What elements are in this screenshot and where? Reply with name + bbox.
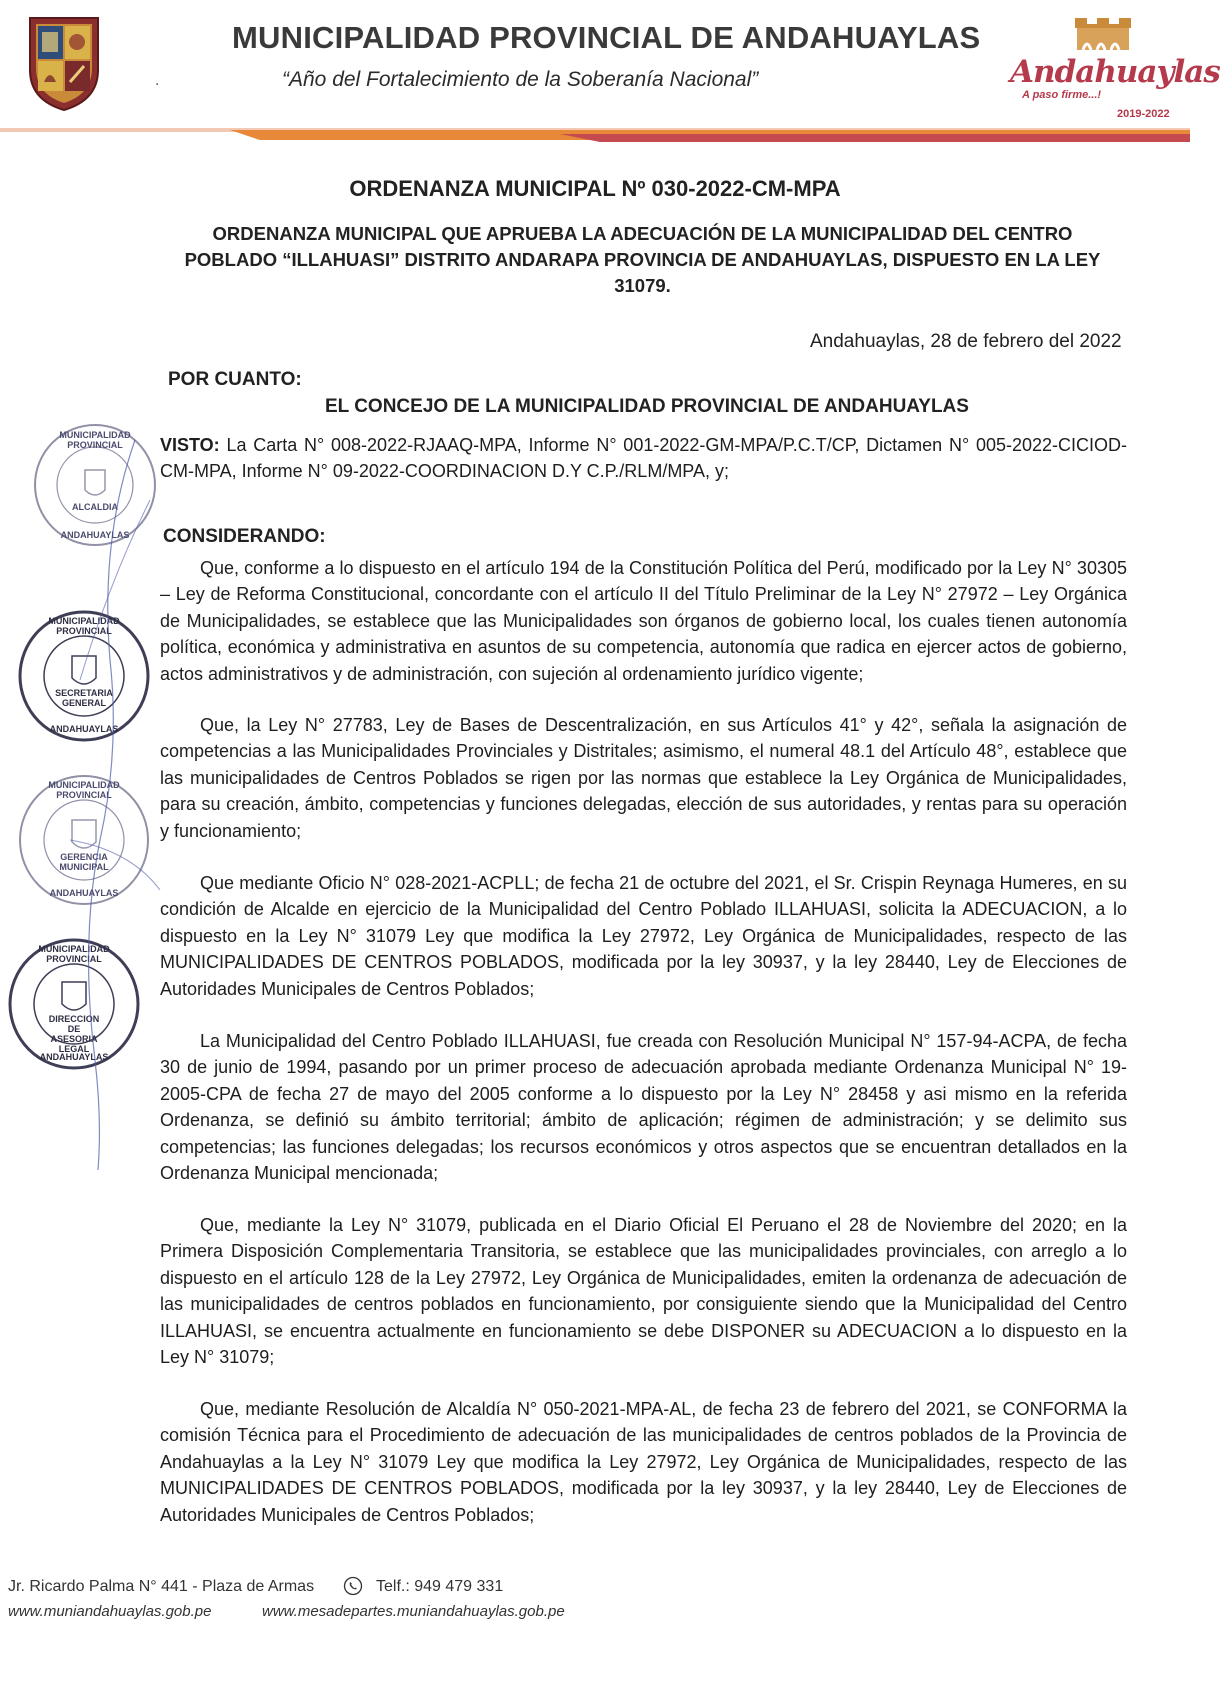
stamp-secretaria-top: MUNICIPALIDAD PROVINCIAL — [48, 616, 120, 636]
visto-text: La Carta N° 008-2022-RJAAQ-MPA, Informe N° 001-2022-GM-MPA/P.C.T/CP, Dictamen N° 005-2022-CICIOD-CM-MPA, Informe N° 09-2022-COORDINACION D.Y C.P./RLM/MPA, y; — [160, 435, 1127, 482]
paragraph-2: Que, la Ley N° 27783, Ley de Bases de Descentralización, en sus Artículos 41° y 42°, señala la asignación de competencias a las Municipalidades Provinciales y Distritales; asimismo, el numeral 48.1 del Artículo 48°, establece que las municipalidades de Centros Poblados se rigen por las normas que establece la Ley Orgánica de Municipalidades, para su creación, ámbito, competencias y funciones delegadas, elección de sus autoridades, y rentas para su operación y funcionamiento; — [160, 715, 1127, 841]
phone-icon — [343, 1576, 363, 1596]
footer-website-link[interactable]: www.muniandahuaylas.gob.pe — [8, 1603, 212, 1620]
stamp-alcaldia-bottom: ANDAHUAYLAS — [60, 530, 130, 540]
signature-strokes — [40, 420, 170, 1180]
visto-paragraph — [160, 432, 1127, 485]
stamp-asesoria-bottom: ANDAHUAYLAS — [39, 1052, 109, 1062]
paragraph-6: Que, mediante Resolución de Alcaldía N° 050-2021-MPA-AL, de fecha 23 de febrero del 2021, se CONFORMA la comisión Técnica para el Procedimiento de adecuación de las municipalidades de centros poblados de la Provincia de Andahuaylas a la Ley N° 31079 Ley que modifica la Ley 27972, Ley Orgánica de Municipalidades, respecto de las MUNICIPALIDADES DE CENTROS POBLADOS, modificada por la ley 30937, y la ley 28440, Ley de Elecciones de Autoridades Municipales de Centros Poblados; — [160, 1399, 1127, 1525]
considerando-heading: CONSIDERANDO: — [163, 526, 326, 547]
ordinance-subtitle: ORDENANZA MUNICIPAL QUE APRUEBA LA ADECUACIÓN DE LA MUNICIPALIDAD DEL CENTRO POBLADO “ILLAHUASI” DISTRITO ANDARAPA PROVINCIA DE ANDAHUAYLAS, DISPUESTO EN LA LEY 31079. — [184, 223, 1101, 296]
paragraph-4: La Municipalidad del Centro Poblado ILLAHUASI, fue creada con Resolución Municipal N° 157-94-ACPA, de fecha 30 de junio de 1994, pasando por un primer proceso de adecuación aprobada mediante Ordenanza Municipal N° 19-2005-CPA de fecha 27 de mayo del 2005 conforme a lo dispuesto por la Ley N° 28458 y asi mismo en la referida Ordenanza, se definió su ámbito territorial; ámbito de aplicación; régimen de administración; y se delimito sus competencias; las funciones delegadas; los recursos económicos y otros aspectos que se encuentran detallados en la Ordenanza Municipal mencionada; — [160, 1031, 1127, 1184]
visto-label: VISTO: — [160, 435, 220, 455]
paragraph-5: Que, mediante la Ley N° 31079, publicada en el Diario Oficial El Peruano el 28 de Noviembre del 2020; en la Primera Disposición Complementaria Transitoria, se establece que las municipalidades provinciales, con arreglo a lo dispuesto en el artículo 128 de la Ley 27972, Ley Orgánica de Municipalidades, emiten la ordenanza de adecuación de las municipalidades de centros poblados en funcionamiento, por consiguiente siendo que la Municipalidad del Centro ILLAHUASI, se encuentra actualmente en funcionamiento se debe DISPONER su ADECUACION a lo dispuesto en la Ley N° 31079; — [160, 1215, 1127, 1368]
footer-mesa-partes-link[interactable]: www.mesadepartes.muniandahuaylas.gob.pe — [262, 1603, 565, 1620]
paragraph-3: Que mediante Oficio N° 028-2021-ACPLL; de fecha 21 de octubre del 2021, el Sr. Crispin Reynaga Humeres, en su condición de Alcalde en ejercicio de la Municipalidad del Centro Poblado ILLAHUASI, solicita la ADECUACION, a lo dispuesto en la Ley N° 31079 Ley que modifica la Ley 27972, Ley Orgánica de Municipalidades, respecto de las MUNICIPALIDADES DE CENTROS POBLADOS, modificada por la ley 30937, y la ley 28440, Ley de Elecciones de Autoridades Municipales de Centros Poblados; — [160, 873, 1127, 999]
concejo-heading: EL CONCEJO DE LA MUNICIPALIDAD PROVINCIAL DE ANDAHUAYLAS — [325, 396, 969, 417]
stamp-gerencia-center: GERENCIA MUNICIPAL — [59, 852, 109, 872]
ordinance-title: ORDENANZA MUNICIPAL Nº 030-2022-CM-MPA — [349, 176, 841, 201]
header-dot: . — [155, 72, 160, 89]
stamp-gerencia-bottom: ANDAHUAYLAS — [49, 888, 119, 898]
stamp-gerencia-top: MUNICIPALIDAD PROVINCIAL — [48, 780, 120, 800]
paragraph-1: Que, conforme a lo dispuesto en el artículo 194 de la Constitución Política del Perú, modificado por la Ley N° 30305 – Ley de Reforma Constitucional, concordante con el artículo II del Título Preliminar de la Ley N° 27972 – Ley Orgánica de Municipalidades, se establece que las Municipalidades son órganos de gobierno local, los cuales tienen autonomía política, económica y administrativa en asuntos de su competencia, autonomía que radica en ejercer actos de gobierno, actos administrativos y de administración, con sujeción al ordenamiento jurídico vigente; — [160, 558, 1127, 684]
header-divider-bar — [0, 126, 1190, 144]
brand-years: 2019-2022 — [1117, 108, 1170, 120]
document-date: Andahuaylas, 28 de febrero del 2022 — [810, 331, 1122, 352]
header-motto: “Año del Fortalecimiento de la Soberanía Nacional” — [282, 68, 759, 91]
footer-address: Jr. Ricardo Palma N° 441 - Plaza de Armas — [8, 1578, 315, 1595]
brand-tagline: A paso firme...! — [1022, 89, 1102, 101]
municipal-crest-logo — [22, 12, 106, 112]
stamp-alcaldia-top: MUNICIPALIDAD PROVINCIAL — [59, 430, 131, 450]
brand-name: Andahuaylas — [1010, 54, 1220, 90]
footer-phone: Telf.: 949 479 331 — [376, 1578, 504, 1595]
stamp-alcaldia-center: ALCALDIA — [72, 502, 118, 512]
stamp-asesoria-center: DIRECCION DE ASESORIA LEGAL — [48, 1014, 100, 1054]
stamp-asesoria-top: MUNICIPALIDAD PROVINCIAL — [38, 944, 110, 964]
stamp-secretaria-center: SECRETARIA GENERAL — [55, 688, 113, 708]
por-cuanto-heading: POR CUANTO: — [168, 369, 302, 390]
header-title: MUNICIPALIDAD PROVINCIAL DE ANDAHUAYLAS — [232, 20, 981, 55]
stamp-secretaria-bottom: ANDAHUAYLAS — [49, 724, 119, 734]
